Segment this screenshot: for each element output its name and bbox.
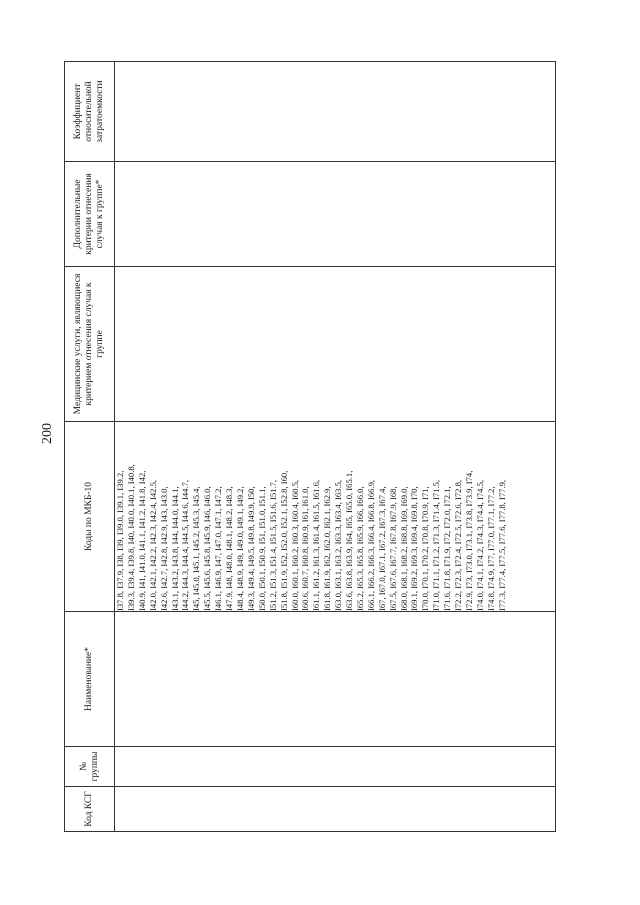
cell-additional-criteria: [115, 162, 556, 267]
icd-code-line: I67, I67.0, I67.1, I67.2, I67.3, I67.4,: [376, 486, 387, 611]
header-name: Наименование*: [65, 612, 115, 747]
icd-code-line: I60.6, I60.7, I60.8, I60.9, I61, I61.0,: [300, 486, 311, 611]
icd-code-line: I63.0, I63.1, I63.2, I63.3, I63.4, I63.5,: [333, 479, 344, 611]
table-header-row: [65, 62, 115, 832]
icd-code-line: I51.8, I51.9, I52, I52.0, I52.1, I52.8, I60,: [278, 470, 289, 611]
page-number: 200: [40, 423, 55, 444]
rotated-table-container: [64, 62, 556, 832]
icd-code-line: I49.3, I49.4, I49.5, I49.8, I49.9, I50,: [245, 486, 256, 611]
icd-code-line: I43.1, I43.2, I43.8, I44, I44.0, I44.1,: [169, 486, 180, 611]
icd-code-line: I71.0, I71.1, I71.2, I71.3, I71.4, I71.5,: [431, 479, 442, 611]
ksg-table: [64, 61, 556, 832]
icd-code-line: I63.6, I63.8, I63.9, I64, I65, I65.0, I65.1,: [344, 470, 355, 611]
icd-code-line: I72.9, I73, I73.0, I73.1, I73.8, I73.9, I74,: [464, 470, 474, 611]
icd-code-line: I42.6, I42.7, I42.8, I42.9, I43, I43.0,: [158, 486, 169, 611]
cell-name: [115, 612, 556, 747]
table-row: [115, 62, 556, 832]
icd-code-line: I42.0, I42.1, I42.2, I42.3, I42.4, I42.5,: [147, 479, 158, 611]
icd-code-line: I39.3, I39.4, I39.8, I40, I40.0, I40.1, I40.8,: [125, 464, 136, 611]
header-coefficient: Коэффициент относительной затратоемкости: [65, 62, 115, 162]
icd-code-line: I61.8, I61.9, I62, I62.0, I62.1, I62.9,: [322, 486, 333, 611]
icd-code-line: I66.1, I66.2, I66.3, I66.4, I66.8, I66.9,: [365, 479, 376, 611]
icd-code-line: I46.1, I46.9, I47, I47.0, I47.1, I47.2,: [213, 486, 224, 611]
icd-code-line: I69.1, I69.2, I69.3, I69.4, I69.8, I70,: [409, 486, 420, 611]
icd-code-line: I72.2, I72.3, I72.4, I72.5, I72.6, I72.8,: [453, 479, 464, 611]
cell-medical-services: [115, 267, 556, 422]
icd-code-line: I45, I45.0, I45.1, I45.2, I45.3, I45.4,: [191, 486, 202, 611]
icd-code-line: I47.9, I48, I48.0, I48.1, I48.2, I48.3,: [224, 486, 235, 611]
header-additional-criteria: Дополнительные критерии отнесения случая к группе*: [65, 162, 115, 267]
icd-code-line: I68.0, I68.1, I68.2, I68.8, I69, I69.0,: [398, 486, 409, 611]
icd-code-line: I71.6, I71.8, I71.9, I72, I72.0, I72.1,: [442, 486, 453, 611]
cell-icd-codes: [115, 422, 556, 612]
icd-code-line: I65.2, I65.3, I65.8, I65.9, I66, I66.0,: [354, 486, 365, 611]
icd-code-line: I48.4, I48.9, I49, I49.0, I49.1, I49.2,: [234, 486, 245, 611]
icd-code-line: I60.0, I60.1, I60.2, I60.3, I60.4, I60.5,: [289, 479, 300, 611]
cell-coefficient: [115, 62, 556, 162]
cell-kod-ksg: [115, 787, 556, 832]
icd-code-line: I40.9, I41, I41.0, I41.1, I41.2, I41.8, I42,: [136, 470, 147, 611]
icd-code-line: I45.5, I45.6, I45.8, I45.9, I46, I46.0,: [202, 486, 213, 611]
icd-code-line: I51.2, I51.3, I51.4, I51.5, I51.6, I51.7,: [267, 479, 278, 611]
icd-code-line: I74.8, I74.9, I77, I77.0, I77.1, I77.2,: [485, 486, 496, 611]
header-group-no: № группы: [65, 747, 115, 787]
icd-code-line: I50.0, I50.1, I50.9, I51, I51.0, I51.1,: [256, 486, 267, 611]
header-kod-ksg: Код КСГ: [65, 787, 115, 832]
header-icd-codes: Коды по МКБ-10: [65, 422, 115, 612]
icd-code-line: I74.0, I74.1, I74.2, I74.3, I74.4, I74.5,: [474, 479, 485, 611]
icd-codes-list: [115, 422, 508, 611]
icd-code-line: I37.8, I37.9, I38, I39, I39.0, I39.1, I39.2,: [115, 470, 125, 611]
icd-code-line: I70.0, I70.1, I70.2, I70.8, I70.9, I71,: [420, 486, 431, 611]
icd-code-line: I44.2, I44.3, I44.4, I44.5, I44.6, I44.7,: [180, 479, 191, 611]
icd-code-line: I77.3, I77.4, I77.5, I77.6, I77.8, I77.9,: [496, 479, 507, 611]
cell-group-no: [115, 747, 556, 787]
icd-code-line: I61.1, I61.2, I61.3, I61.4, I61.5, I61.6,: [311, 479, 322, 611]
icd-code-line: I67.5, I67.6, I67.7, I67.8, I67.9, I68,: [387, 486, 398, 611]
header-medical-services: Медицинские услуги, являющиеся критерием отнесения случая к группе: [65, 267, 115, 422]
